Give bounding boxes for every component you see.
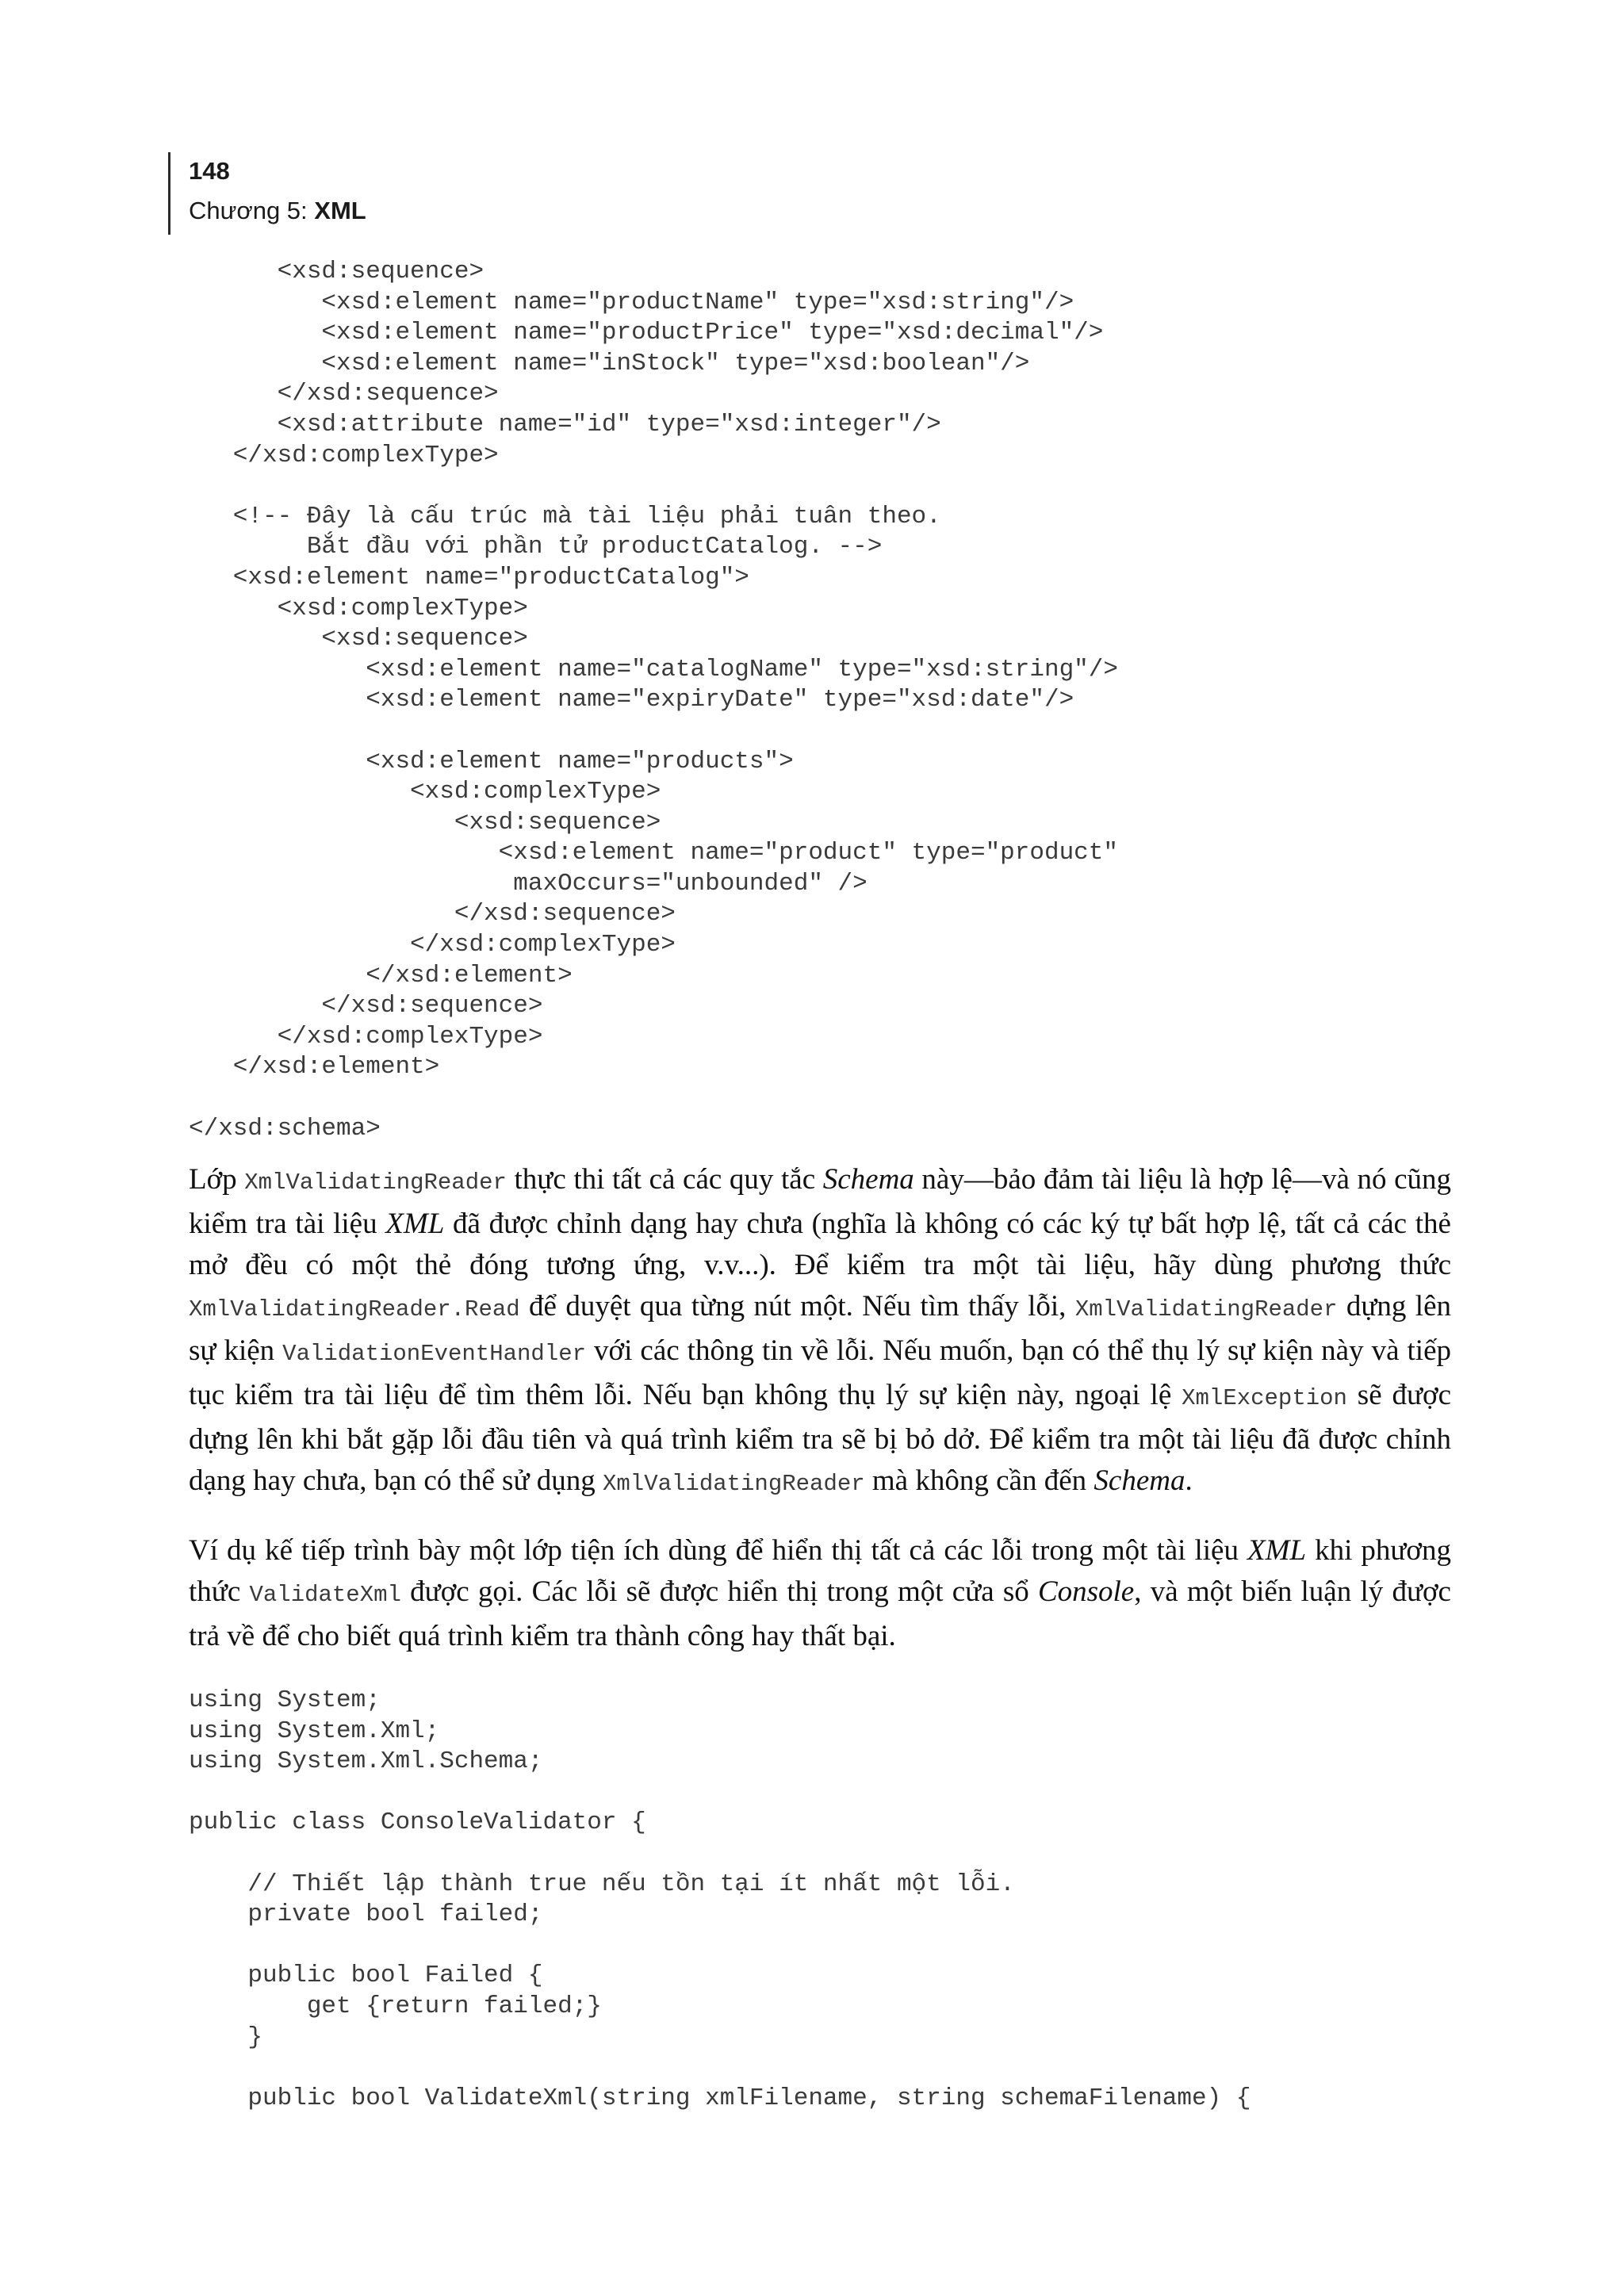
code-line: <xsd:sequence> bbox=[189, 808, 661, 836]
inline-code: ValidateXml bbox=[249, 1582, 401, 1608]
code-line: <xsd:element name="inStock" type="xsd:boolean"/> bbox=[189, 349, 1030, 377]
code-line: <xsd:attribute name="id" type="xsd:integer"/> bbox=[189, 410, 941, 438]
code-line: // Thiết lập thành true nếu tồn tại ít nhất một lỗi. bbox=[189, 1870, 1015, 1898]
text-run: dựng lên sự kiện bbox=[189, 1290, 1451, 1367]
page-number: 148 bbox=[189, 157, 230, 185]
code-line bbox=[189, 716, 1118, 747]
italic-term: Console bbox=[1037, 1575, 1135, 1608]
italic-term: XML bbox=[1247, 1534, 1307, 1567]
code-line: public class ConsoleValidator { bbox=[189, 1809, 646, 1837]
chapter-prefix: Chương 5: bbox=[189, 197, 315, 224]
inline-code: ValidationEventHandler bbox=[282, 1341, 587, 1367]
code-line: <xsd:complexType> bbox=[189, 778, 661, 806]
code-line: <!-- Đây là cấu trúc mà tài liệu phải tuân theo. bbox=[189, 502, 941, 530]
text-run: với các thông tin về lỗi. Nếu muốn, bạn có thể thụ lý sự kiện này và tiếp tục kiểm tra tài liệu để tìm thêm lỗi. Nếu bạn không thụ lý sự kiện này, ngoại lệ bbox=[189, 1334, 1452, 1411]
code-line: maxOccurs="unbounded" /> bbox=[189, 869, 868, 898]
italic-term: Schema bbox=[822, 1163, 914, 1196]
code-line: using System.Xml.Schema; bbox=[189, 1748, 543, 1776]
text-run: được gọi. Các lỗi sẽ được hiển thị trong một cửa sổ bbox=[400, 1575, 1038, 1608]
code-line: <xsd:element name="productName" type="xsd:string"/> bbox=[189, 288, 1074, 316]
paragraph-validating-reader bbox=[189, 1159, 1451, 1505]
text-run: để duyệt qua từng nút một. Nếu tìm thấy lỗi, bbox=[519, 1290, 1075, 1323]
text-run: . bbox=[1185, 1464, 1193, 1497]
code-line: <xsd:element name="productPrice" type="xsd:decimal"/> bbox=[189, 319, 1104, 347]
code-line bbox=[189, 1778, 1251, 1809]
inline-code: XmlValidatingReader.Read bbox=[189, 1296, 520, 1323]
inline-code: XmlException bbox=[1182, 1385, 1347, 1411]
inline-code: XmlValidatingReader bbox=[1074, 1296, 1338, 1323]
code-line: </xsd:complexType> bbox=[189, 931, 676, 959]
code-line: </xsd:sequence> bbox=[189, 992, 543, 1020]
header-rule bbox=[168, 152, 170, 235]
chapter-title bbox=[189, 195, 366, 227]
italic-term: XML bbox=[385, 1208, 445, 1240]
code-line: public bool ValidateXml(string xmlFilename, string schemaFilename) { bbox=[189, 2084, 1251, 2112]
text-run: Lớp bbox=[189, 1163, 245, 1196]
code-line bbox=[189, 2053, 1251, 2084]
code-line: <xsd:element name="expiryDate" type="xsd:date"/> bbox=[189, 686, 1074, 714]
text-run: mà không cần đến bbox=[864, 1464, 1094, 1497]
inline-code: XmlValidatingReader bbox=[244, 1169, 507, 1196]
code-line: <xsd:element name="productCatalog"> bbox=[189, 563, 749, 591]
code-line: </xsd:element> bbox=[189, 961, 573, 990]
code-line: </xsd:sequence> bbox=[189, 380, 499, 408]
code-line: <xsd:element name="product" type="product" bbox=[189, 839, 1118, 867]
text-run: khi phương thức bbox=[189, 1534, 1451, 1608]
code-line: <xsd:complexType> bbox=[189, 594, 528, 622]
text-run: này—bảo đảm tài liệu là hợp lệ—và nó cũng kiểm tra tài liệu bbox=[189, 1163, 1451, 1240]
code-line bbox=[189, 1839, 1251, 1870]
code-line: using System.Xml; bbox=[189, 1717, 440, 1745]
code-line bbox=[189, 1083, 1118, 1114]
code-line: </xsd:complexType> bbox=[189, 1022, 543, 1051]
code-block-xsd-schema bbox=[189, 257, 1118, 1144]
code-line bbox=[189, 1931, 1251, 1962]
italic-term: Schema bbox=[1094, 1464, 1185, 1497]
text-run: thực thi tất cả các quy tắc bbox=[506, 1163, 823, 1196]
code-line: Bắt đầu với phần tử productCatalog. --> bbox=[189, 533, 883, 561]
code-line: private bool failed; bbox=[189, 1901, 543, 1929]
text-run: Ví dụ kế tiếp trình bày một lớp tiện ích dùng để hiển thị tất cả các lỗi trong một tài liệu bbox=[189, 1534, 1248, 1567]
code-line: <xsd:element name="catalogName" type="xsd:string"/> bbox=[189, 655, 1118, 683]
text-run: sẽ được dựng lên khi bắt gặp lỗi đầu tiên và quá trình kiểm tra sẽ bị bỏ dở. Để kiểm tra một tài liệu đã được chỉnh dạng hay chưa, bạn có thể sử dụng bbox=[189, 1379, 1451, 1497]
code-line: public bool Failed { bbox=[189, 1962, 543, 1990]
code-line: <xsd:sequence> bbox=[189, 625, 528, 653]
code-line: } bbox=[189, 2023, 263, 2051]
code-line: </xsd:complexType> bbox=[189, 441, 499, 469]
code-line: </xsd:sequence> bbox=[189, 900, 676, 928]
code-line bbox=[189, 471, 1118, 502]
text-run: , và một biến luận lý được trả về để cho biết quá trình kiểm tra thành công hay thất bại. bbox=[189, 1575, 1451, 1652]
inline-code: XmlValidatingReader bbox=[603, 1471, 865, 1497]
paragraph-example-intro bbox=[189, 1530, 1451, 1657]
code-line: get {return failed;} bbox=[189, 1992, 602, 2020]
code-line: </xsd:element> bbox=[189, 1053, 440, 1081]
code-line: using System; bbox=[189, 1686, 381, 1714]
code-block-console-validator bbox=[189, 1686, 1251, 2114]
code-line: <xsd:sequence> bbox=[189, 258, 485, 285]
code-line: </xsd:schema> bbox=[189, 1114, 381, 1143]
chapter-name: XML bbox=[314, 197, 366, 224]
code-line: <xsd:element name="products"> bbox=[189, 747, 794, 775]
text-run: đã được chỉnh dạng hay chưa (nghĩa là không có các ký tự bất hợp lệ, tất cả các thẻ mở đều có một thẻ đóng tương ứng, v.v...). Để kiểm tra một tài liệu, hãy dùng phương thức bbox=[189, 1208, 1451, 1281]
